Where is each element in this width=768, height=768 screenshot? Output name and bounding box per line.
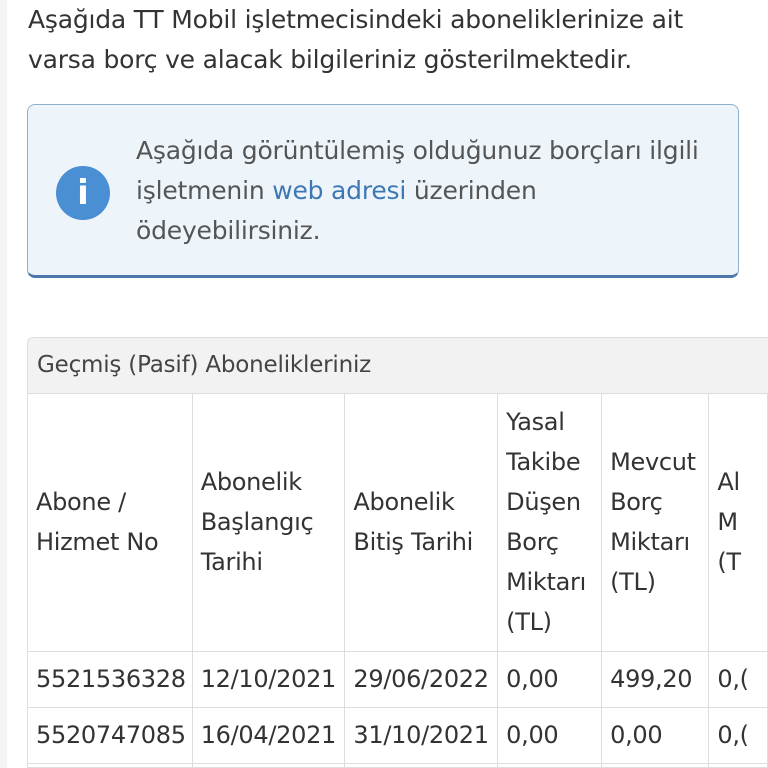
cell-subscriber-no: 5521536328 — [28, 651, 192, 707]
cell-empty — [498, 763, 602, 768]
cell-legal-debt: 0,00 — [498, 651, 602, 707]
cell-empty — [709, 763, 768, 768]
table-row — [28, 707, 768, 763]
cell-empty — [602, 763, 709, 768]
cell-truncated: 0,( — [709, 707, 768, 763]
info-alert-text — [136, 131, 726, 251]
cell-end-date: 31/10/2021 — [345, 707, 498, 763]
cell-current-debt: 0,00 — [602, 707, 709, 763]
info-alert-box — [27, 104, 739, 278]
cell-empty — [345, 763, 498, 768]
panel-heading: Geçmiş (Pasif) Abonelikleriniz — [28, 338, 768, 394]
info-text-after: üzerinden ödeyebilirsiniz. — [136, 176, 537, 245]
cell-empty — [28, 763, 192, 768]
column-header-subscriber-no: Abone / Hizmet No — [28, 394, 192, 651]
intro-text: Aşağıda TT Mobil işletmecisindeki aboneliklerinize ait varsa borç ve alacak bilgileriniz gösterilmektedir. — [28, 5, 684, 74]
table-row — [28, 763, 768, 768]
column-header-truncated: Al M (T — [709, 394, 768, 651]
cell-legal-debt: 0,00 — [498, 707, 602, 763]
cell-start-date: 16/04/2021 — [192, 707, 345, 763]
page-left-edge — [0, 0, 7, 768]
info-icon: i — [56, 166, 110, 220]
cell-end-date: 29/06/2022 — [345, 651, 498, 707]
table-header-row — [28, 394, 768, 651]
column-header-end-date: Abonelik Bitiş Tarihi — [345, 394, 498, 651]
cell-subscriber-no: 5520747085 — [28, 707, 192, 763]
cell-current-debt: 499,20 — [602, 651, 709, 707]
cell-start-date: 12/10/2021 — [192, 651, 345, 707]
column-header-current-debt: Mevcut Borç Miktarı (TL) — [602, 394, 709, 651]
column-header-legal-debt: Yasal Takibe Düşen Borç Miktarı (TL) — [498, 394, 602, 651]
past-subscriptions-panel — [27, 337, 768, 768]
cell-truncated: 0,( — [709, 651, 768, 707]
column-header-start-date: Abonelik Başlangıç Tarihi — [192, 394, 345, 651]
cell-empty — [192, 763, 345, 768]
info-text-before: Aşağıda görüntülemiş olduğunuz borçları ilgili işletmenin — [136, 136, 699, 205]
subscriptions-table — [28, 394, 768, 768]
table-row — [28, 651, 768, 707]
web-address-link[interactable]: web adresi — [272, 176, 407, 205]
